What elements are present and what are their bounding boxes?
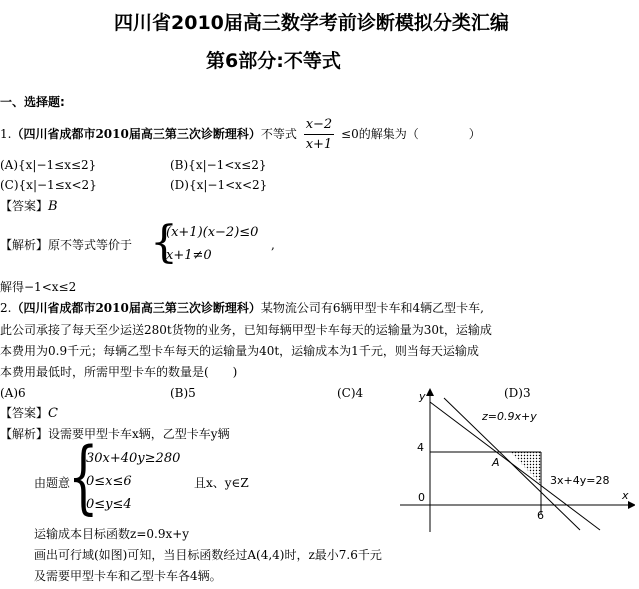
constraint-line-label: 3x+4y=28	[550, 474, 610, 487]
q2-option-a: (A)6	[0, 386, 26, 400]
q2-line3: 本费用为0.9千元；每辆乙型卡车每天的运输量为40t，运输成本为1千元，则当每天运输成	[0, 344, 479, 358]
q1-fraction-denominator: x+1	[305, 137, 333, 152]
q2-text-line1: 某物流公司有6辆甲型卡车和4辆乙型卡车,	[260, 301, 484, 315]
section-heading: 一、选择题:	[0, 95, 65, 109]
objective-line-label: z=0.9x+y	[482, 410, 537, 423]
q2-option-c: (C)4	[337, 386, 364, 400]
x-tick-label: 6	[537, 509, 544, 522]
q1-answer-label: 【答案】	[0, 199, 49, 213]
q2-line2: 此公司承接了每天至少运送280t货物的业务，已知每辆甲型卡车每天的运输量为30t，运输成	[0, 323, 492, 337]
document-subtitle: 第6部分:不等式	[206, 50, 341, 72]
q1-analysis-comma: ,	[271, 238, 275, 252]
q2-objective: 运输成本目标函数z=0.9x+y	[34, 527, 190, 541]
q2-analysis	[0, 425, 230, 444]
y-tick-label: 4	[417, 441, 424, 454]
q2-conclusion1: 画出可行域(如图)可知，当目标函数经过A(4,4)时，z最小7.6千元	[34, 548, 382, 562]
q2-number: 2.	[0, 301, 12, 315]
q2-option-d: (D)3	[504, 386, 531, 400]
q1-stem-pre: 不等式	[260, 127, 297, 141]
q1-stem	[0, 115, 481, 154]
q2-system-line3: 0≤y≤4	[86, 497, 132, 512]
q2-analysis-label: 【解析】	[0, 427, 49, 441]
q1-solution: 解得−1<x≤2	[0, 280, 77, 294]
q1-option-d: (D){x|−1<x<2}	[170, 178, 268, 192]
q2-line4: 本费用最低时，所需甲型卡车的数量是( )	[0, 365, 238, 379]
q1-option-a: (A){x|−1≤x≤2}	[0, 158, 97, 172]
q1-fraction-numerator: x−2	[304, 115, 335, 135]
q2-option-b: (B)5	[170, 386, 196, 400]
x-axis-label: x	[622, 489, 629, 502]
y-axis-label: y	[419, 390, 426, 403]
q2-system-brace: {	[68, 430, 99, 523]
q1-answer-value: B	[48, 199, 58, 214]
q1-number: 1.	[0, 127, 12, 141]
q1-system-line1: (x+1)(x−2)≤0	[166, 225, 259, 240]
q2-system-line1: 30x+40y≥280	[86, 451, 181, 466]
feasible-region-diagram	[400, 388, 635, 533]
q1-answer	[0, 197, 58, 216]
q2-source: （四川省成都市2010届高三第三次诊断理科）	[11, 301, 261, 315]
q1-stem-end: ）	[468, 127, 481, 141]
q1-stem-post: ≤0的解集为（	[341, 127, 419, 141]
q2-conclusion2: 及需要甲型卡车和乙型卡车各4辆。	[34, 569, 222, 583]
q1-option-c: (C){x|−1≤x<2}	[0, 178, 97, 192]
point-a-label: A	[492, 456, 500, 469]
q1-system-line2: x+1≠0	[166, 248, 212, 263]
document-title: 四川省2010届高三数学考前诊断模拟分类汇编	[114, 12, 509, 34]
q2-answer-label: 【答案】	[0, 406, 49, 420]
feasible-region	[510, 452, 541, 484]
q1-option-b: (B){x|−1<x≤2}	[170, 158, 267, 172]
q1-source: （四川省成都市2010届高三第三次诊断理科）	[11, 127, 261, 141]
q1-system-brace: {	[150, 217, 178, 268]
q2-system-line2: 0≤x≤6	[86, 474, 132, 489]
q1-fraction	[304, 115, 335, 154]
q2-and-text: 且x、y∈Z	[194, 476, 249, 490]
q1-analysis-label: 【解析】	[0, 238, 49, 252]
origin-label: 0	[418, 491, 425, 504]
q2-answer	[0, 404, 58, 423]
q2-line1	[0, 299, 484, 318]
q2-analysis-intro: 设需要甲型卡车x辆，乙型卡车y辆	[48, 427, 230, 441]
q2-by-title: 由题意	[34, 476, 71, 490]
q1-analysis	[0, 236, 132, 255]
q1-analysis-pre: 原不等式等价于	[48, 238, 133, 252]
q2-answer-value: C	[48, 406, 58, 421]
